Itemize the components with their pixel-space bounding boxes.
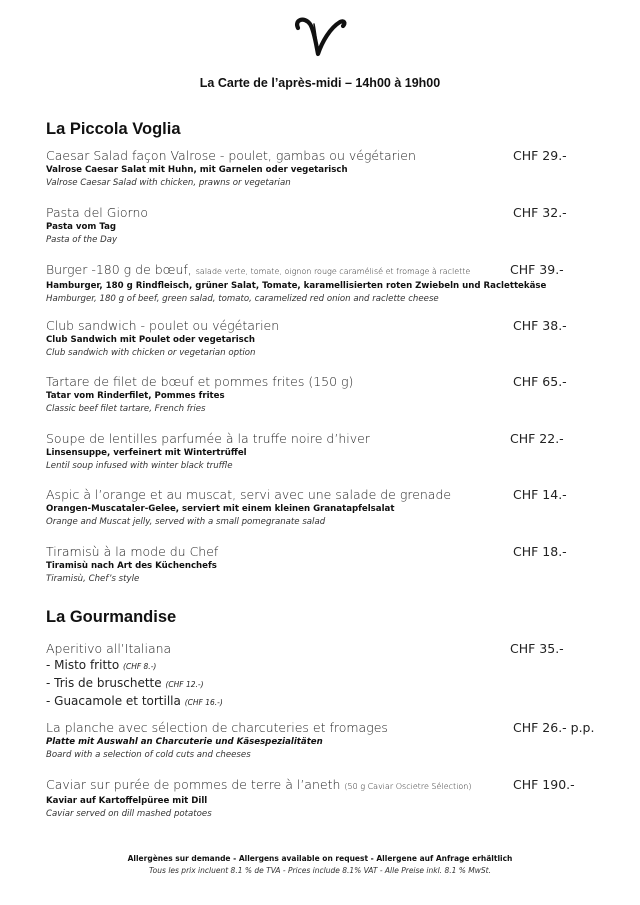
item-name-en: Tiramisù, Chef’s style bbox=[46, 574, 140, 584]
menu-footer bbox=[0, 853, 640, 877]
subitem-label: - Misto fritto bbox=[46, 658, 120, 672]
item-name-en: Board with a selection of cold cuts and cheeses bbox=[46, 750, 251, 760]
subitem-label: - Guacamole et tortilla bbox=[46, 694, 181, 708]
item-name-de: Tatar vom Rinderfilet, Pommes frites bbox=[46, 391, 225, 401]
item-price: CHF 35.- bbox=[510, 641, 564, 656]
menu-item-aspic bbox=[46, 487, 606, 529]
item-name-de: Club Sandwich mit Poulet oder vegetarisch bbox=[46, 335, 255, 345]
allergen-notice: Allergènes sur demande - Allergens available on request - Allergene auf Anfrage erhältlich bbox=[127, 854, 513, 863]
item-price: CHF 18.- bbox=[513, 544, 567, 559]
item-price: CHF 26.- p.p. bbox=[513, 720, 595, 735]
item-price: CHF 190.- bbox=[513, 777, 575, 792]
item-name-en: Classic beef filet tartare, French fries bbox=[46, 404, 206, 414]
section-title-gourmandise: La Gourmandise bbox=[46, 608, 177, 626]
vat-notice: Tous les prix incluent 8.1 % de TVA - Prices include 8.1% VAT - Alle Preise inkl. 8.1 % MwSt. bbox=[149, 866, 491, 875]
menu-item-aperitivo bbox=[46, 641, 606, 711]
subitem-label: - Tris de bruschette bbox=[46, 676, 162, 690]
item-name-en: Caviar served on dill mashed potatoes bbox=[46, 809, 212, 819]
item-price: CHF 14.- bbox=[513, 487, 567, 502]
item-name-en: Club sandwich with chicken or vegetarian option bbox=[46, 348, 256, 358]
item-name-de: Linsensuppe, verfeinert mit Wintertrüffel bbox=[46, 448, 247, 458]
menu-subtitle: La Carte de l’après-midi – 14h00 à 19h00 bbox=[199, 76, 441, 90]
item-name-de: Hamburger, 180 g Rindfleisch, grüner Salat, Tomate, karamellisierten roten Zwiebeln und Raclettekäse bbox=[46, 281, 547, 291]
item-name-de: Tiramisù nach Art des Küchenchefs bbox=[46, 561, 217, 571]
menu-item-club-sandwich bbox=[46, 318, 606, 360]
item-name-fr: Pasta del Giorno bbox=[46, 205, 149, 220]
section-title-piccola-voglia: La Piccola Voglia bbox=[46, 120, 181, 138]
menu-item-caesar-salad bbox=[46, 148, 606, 190]
menu-item-caviar bbox=[46, 777, 606, 821]
menu-item-burger bbox=[46, 262, 606, 306]
menu-item-planche bbox=[46, 720, 606, 762]
subitem-price: (CHF 16.-) bbox=[184, 698, 223, 707]
item-name-en: Pasta of the Day bbox=[46, 235, 118, 245]
item-name-main: Caviar sur purée de pommes de terre à l’aneth bbox=[46, 777, 341, 792]
item-name-de: Platte mit Auswahl an Charcuterie und Käsespezialitäten bbox=[46, 737, 323, 747]
item-name-en: Hamburger, 180 g of beef, green salad, tomato, caramelized red onion and raclette cheese bbox=[46, 294, 439, 304]
item-name-en: Lentil soup infused with winter black truffle bbox=[46, 461, 233, 471]
menu-item-tartare bbox=[46, 374, 606, 416]
menu-item-pasta bbox=[46, 205, 606, 247]
item-name-en: Orange and Muscat jelly, served with a small pomegranate salad bbox=[46, 517, 326, 527]
aperitivo-subitem bbox=[46, 693, 606, 711]
item-name-en: Valrose Caesar Salad with chicken, prawns or vegetarian bbox=[46, 178, 291, 188]
item-name-fr: Tartare de filet de bœuf et pommes frites (150 g) bbox=[46, 374, 354, 389]
aperitivo-subitem bbox=[46, 657, 606, 675]
item-name-de: Pasta vom Tag bbox=[46, 222, 117, 232]
item-name-de: Orangen-Muscataler-Gelee, serviert mit einem kleinen Granatapfelsalat bbox=[46, 504, 395, 514]
item-name-fr: Soupe de lentilles parfumée à la truffe noire d’hiver bbox=[46, 431, 370, 446]
item-price: CHF 65.- bbox=[513, 374, 567, 389]
menu-item-tiramisu bbox=[46, 544, 606, 586]
item-name-de: Kaviar auf Kartoffelpüree mit Dill bbox=[46, 796, 208, 806]
item-name-fr: Aperitivo all’Italiana bbox=[46, 641, 172, 656]
item-price: CHF 39.- bbox=[510, 262, 564, 277]
item-price: CHF 22.- bbox=[510, 431, 564, 446]
subitem-price: (CHF 12.-) bbox=[165, 680, 204, 689]
item-name-fr: La planche avec sélection de charcuteries et fromages bbox=[46, 720, 388, 735]
item-name-fr: Caesar Salad façon Valrose - poulet, gambas ou végétarien bbox=[46, 148, 416, 163]
item-name-detail: salade verte, tomate, oignon rouge caramélisé et fromage à raclette bbox=[195, 267, 471, 276]
item-name-fr: Club sandwich - poulet ou végétarien bbox=[46, 318, 280, 333]
item-price: CHF 32.- bbox=[513, 205, 567, 220]
item-name-fr: Aspic à l’orange et au muscat, servi avec une salade de grenade bbox=[46, 487, 452, 502]
item-price: CHF 29.- bbox=[513, 148, 567, 163]
item-price: CHF 38.- bbox=[513, 318, 567, 333]
aperitivo-subitem bbox=[46, 675, 606, 693]
item-name-detail: (50 g Caviar Oscietre Sélection) bbox=[344, 782, 472, 791]
valrose-logo bbox=[0, 14, 640, 64]
item-name-fr: Tiramisù à la mode du Chef bbox=[46, 544, 219, 559]
subitem-price: (CHF 8.-) bbox=[123, 662, 157, 671]
menu-item-lentil-soup bbox=[46, 431, 606, 473]
item-name-de: Valrose Caesar Salat mit Huhn, mit Garnelen oder vegetarisch bbox=[46, 165, 348, 175]
logo-monogram bbox=[290, 14, 350, 60]
item-name-main: Burger -180 g de bœuf, bbox=[46, 262, 192, 277]
